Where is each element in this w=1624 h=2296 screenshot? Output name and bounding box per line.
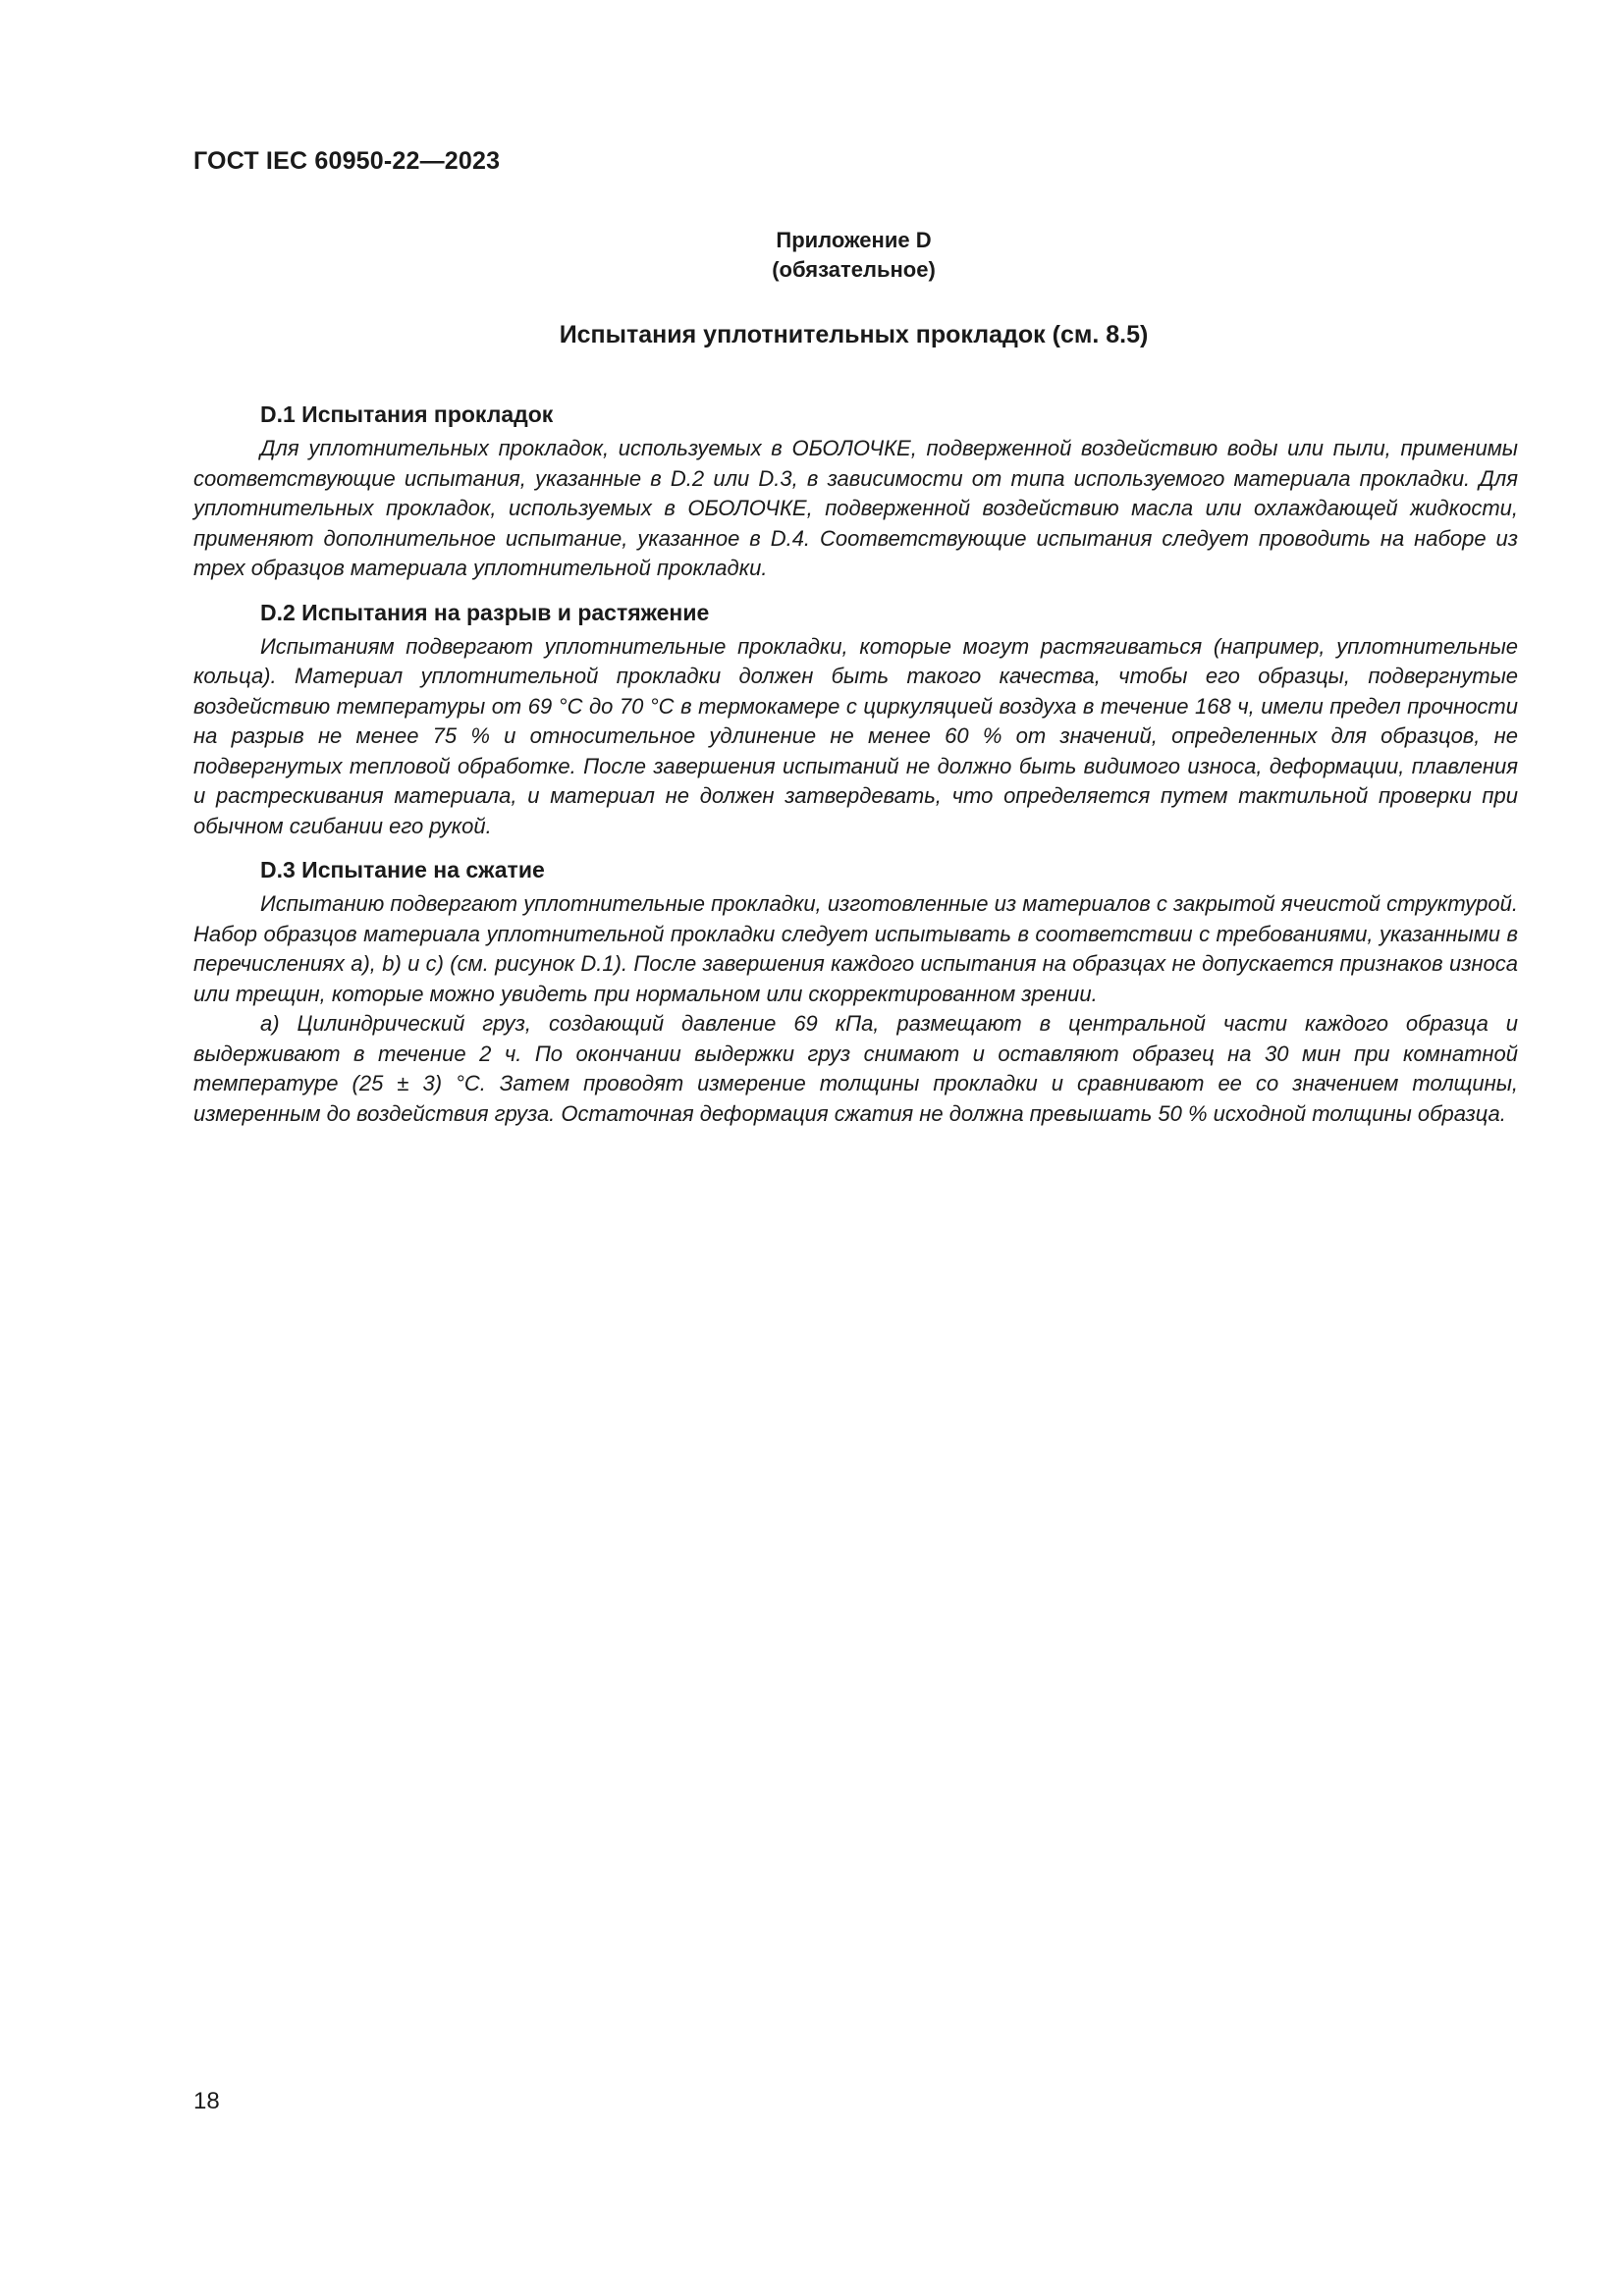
annex-label: Приложение D: [776, 228, 932, 252]
section-d2: [193, 598, 1518, 842]
paragraph: Для уплотнительных прокладок, используемых в ОБОЛОЧКЕ, подверженной воздействию воды или пыли, применимы соответствующие испытания, указанные в D.2 или D.3, в зависимости от типа используемого материала прокладки. Для уплотнительных прокладок, используемых в ОБОЛОЧКЕ, подверженной воздействию масла или охлаждающей жидкости, применяют дополнительное испытание, указанное в D.4. Соответствующие испытания следует проводить на наборе из трех образцов материала уплотнительной прокладки.: [193, 436, 1518, 580]
paragraph: Испытаниям подвергают уплотнительные прокладки, которые могут растягиваться (например, уплотнительные кольца). Материал уплотнительной прокладки должен быть такого качества, чтобы его образцы, подвергнутые воздействию температуры от 69 °C до 70 °C в термокамере с циркуляцией воздуха в течение 168 ч, имели предел прочности на разрыв не менее 75 % и относительное удлинение не менее 60 % от значений, определенных для образцов, не подвергнутых тепловой обработке. После завершения испытаний не должно быть видимого износа, деформации, плавления и растрескивания материала, и материал не должен затвердевать, что определяется путем тактильной проверки при обычном сгибании его рукой.: [193, 633, 1518, 838]
document-body: [193, 400, 1518, 1129]
section-d3: [193, 855, 1518, 1129]
section-title: D.2 Испытания на разрыв и растяжение: [260, 599, 710, 625]
paragraph: Испытанию подвергают уплотнительные прокладки, изготовленные из материалов с закрытой ячеистой структурой. Набор образцов материала уплотнительной прокладки следует испытывать в соответствии с требованиями, указанными в перечислениях a), b) и c) (см. рисунок D.1). После завершения каждого испытания на образцах не допускается признаков износа или трещин, которые можно увидеть при нормальном или скорректированном зрении.: [193, 891, 1518, 1006]
annex-status: (обязательное): [772, 257, 936, 282]
list-item-a: a) Цилиндрический груз, создающий давление 69 кПа, размещают в центральной части каждого образца и выдерживают в течение 2 ч. По окончании выдержки груз снимают и оставляют образец на 30 мин при комнатной температуре (25 ± 3) °C. Затем проводят измерение толщины прокладки и сравнивают ее со значением толщины, измеренным до воздействия груза. Остаточная деформация сжатия не должна превышать 50 % исходной толщины образца.: [193, 1011, 1518, 1126]
section-d1: [193, 400, 1518, 584]
section-gap: [193, 841, 1518, 855]
annex-heading: Испытания уплотнительных прокладок (см. 8.5): [559, 321, 1149, 348]
page-number: 18: [193, 2088, 220, 2114]
section-title: D.1 Испытания прокладок: [260, 401, 554, 427]
document-header: ГОСТ IEC 60950-22—2023: [193, 147, 501, 175]
section-title: D.3 Испытание на сжатие: [260, 857, 545, 882]
section-gap: [193, 584, 1518, 598]
